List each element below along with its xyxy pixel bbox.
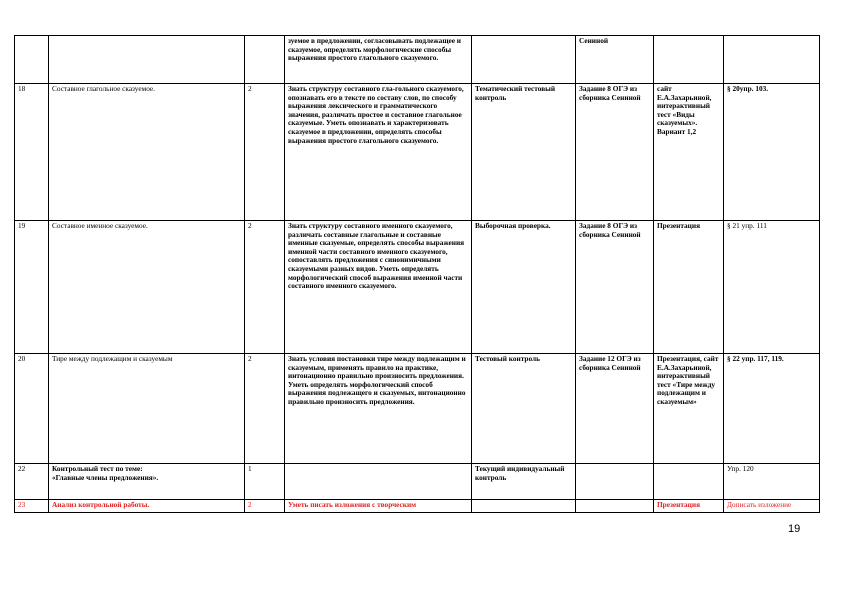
- control-type: [472, 36, 576, 84]
- lesson-hours: 2: [245, 221, 285, 354]
- lesson-hours: [245, 36, 285, 84]
- lesson-topic: Тире между подлежащим и сказуемым: [49, 354, 245, 464]
- oge-task: [576, 500, 654, 513]
- lesson-topic: [49, 36, 245, 84]
- row-number: [15, 36, 49, 84]
- lesson-resources: [654, 36, 724, 84]
- lesson-resources: Презентация: [654, 500, 724, 513]
- lesson-topic: Составное глагольное сказуемое.: [49, 84, 245, 221]
- control-type: Тестовый контроль: [472, 354, 576, 464]
- lesson-hours: 2: [245, 84, 285, 221]
- lesson-requirements: Знать структуру составного именного сказуемого, различать составные глагольные и составные именные сказуемые, определять способы выражения именной части составного именного сказуемого, сопоставлять предложения с синонимичными сказуемыми разных видов. Уметь определять морфологический способ выражения именной части составного именного сказуемого.: [285, 221, 472, 354]
- control-type: Текущий индивидуальный контроль: [472, 464, 576, 500]
- lesson-requirements: Знать условия постановки тире между подлежащим и сказуемым, применять правило на практике, интонационно правильно произносить предложения. Уметь определять морфологический способ выражения подлежащего и сказуемых, интонационно правильно произносить предложения.: [285, 354, 472, 464]
- homework: Дописать изложение: [724, 500, 820, 513]
- table-row: [15, 464, 820, 500]
- lesson-resources: Презентация, сайт Е.А.Захарьиной, интерактивный тест «Тире между подлежащим и сказуемым»: [654, 354, 724, 464]
- row-number: 18: [15, 84, 49, 221]
- homework: Упр. 120: [724, 464, 820, 500]
- lesson-topic: Анализ контрольной работы.: [49, 500, 245, 513]
- lesson-topic: Составное именное сказуемое.: [49, 221, 245, 354]
- row-number: 23: [15, 500, 49, 513]
- lesson-hours: 2: [245, 500, 285, 513]
- oge-task: Сениной: [576, 36, 654, 84]
- row-number: 22: [15, 464, 49, 500]
- lesson-requirements: Знать структуру составного гла-гольного сказуемого, опознавать его в тексте по составу слов, по способу выражения лексического и грамматического значения, различать простое и составное глагольное сказуемые. Уметь опознавать и характеризовать сказуемое в предложении, определять способы выражения простого глагольного сказуемого.: [285, 84, 472, 221]
- control-type: [472, 500, 576, 513]
- table-row: [15, 500, 820, 513]
- lesson-topic-line-2: «Главные члены предложения».: [52, 472, 159, 482]
- lesson-plan-table-wrapper: [14, 35, 820, 513]
- lesson-hours: 1: [245, 464, 285, 500]
- homework: § 22 упр. 117, 119.: [724, 354, 820, 464]
- table-row: [15, 354, 820, 464]
- homework: [724, 36, 820, 84]
- lesson-topic: [49, 464, 245, 500]
- row-number: 20: [15, 354, 49, 464]
- lesson-requirements: [285, 464, 472, 500]
- row-number: 19: [15, 221, 49, 354]
- control-type: Тематический тестовый контроль: [472, 84, 576, 221]
- oge-task: [576, 464, 654, 500]
- oge-task: Задание 8 ОГЭ из сборника Сениной: [576, 221, 654, 354]
- lesson-requirements: Уметь писать изложения с творческим: [285, 500, 472, 513]
- control-type: Выборочная проверка.: [472, 221, 576, 354]
- table-row: [15, 221, 820, 354]
- lesson-topic-line-1: Контрольный тест по теме:: [52, 464, 143, 473]
- lesson-hours: 2: [245, 354, 285, 464]
- lesson-plan-table: [14, 35, 820, 513]
- page-number: 19: [788, 523, 801, 535]
- lesson-requirements: зуемое в предложении, согласовывать подлежащее и сказуемое, определять морфологические способы выражения простого глагольного сказуемого.: [285, 36, 472, 84]
- lesson-resources: сайт Е.А.Захарьиной, интерактивный тест «Виды сказуемых». Вариант 1,2: [654, 84, 724, 221]
- oge-task: Задание 12 ОГЭ из сборника Сениной: [576, 354, 654, 464]
- lesson-resources: [654, 464, 724, 500]
- homework: § 20упр. 103.: [724, 84, 820, 221]
- homework: § 21 упр. 111: [724, 221, 820, 354]
- table-row: [15, 84, 820, 221]
- table-row: [15, 36, 820, 84]
- lesson-resources: Презентация: [654, 221, 724, 354]
- oge-task: Задание 8 ОГЭ из сборника Сениной: [576, 84, 654, 221]
